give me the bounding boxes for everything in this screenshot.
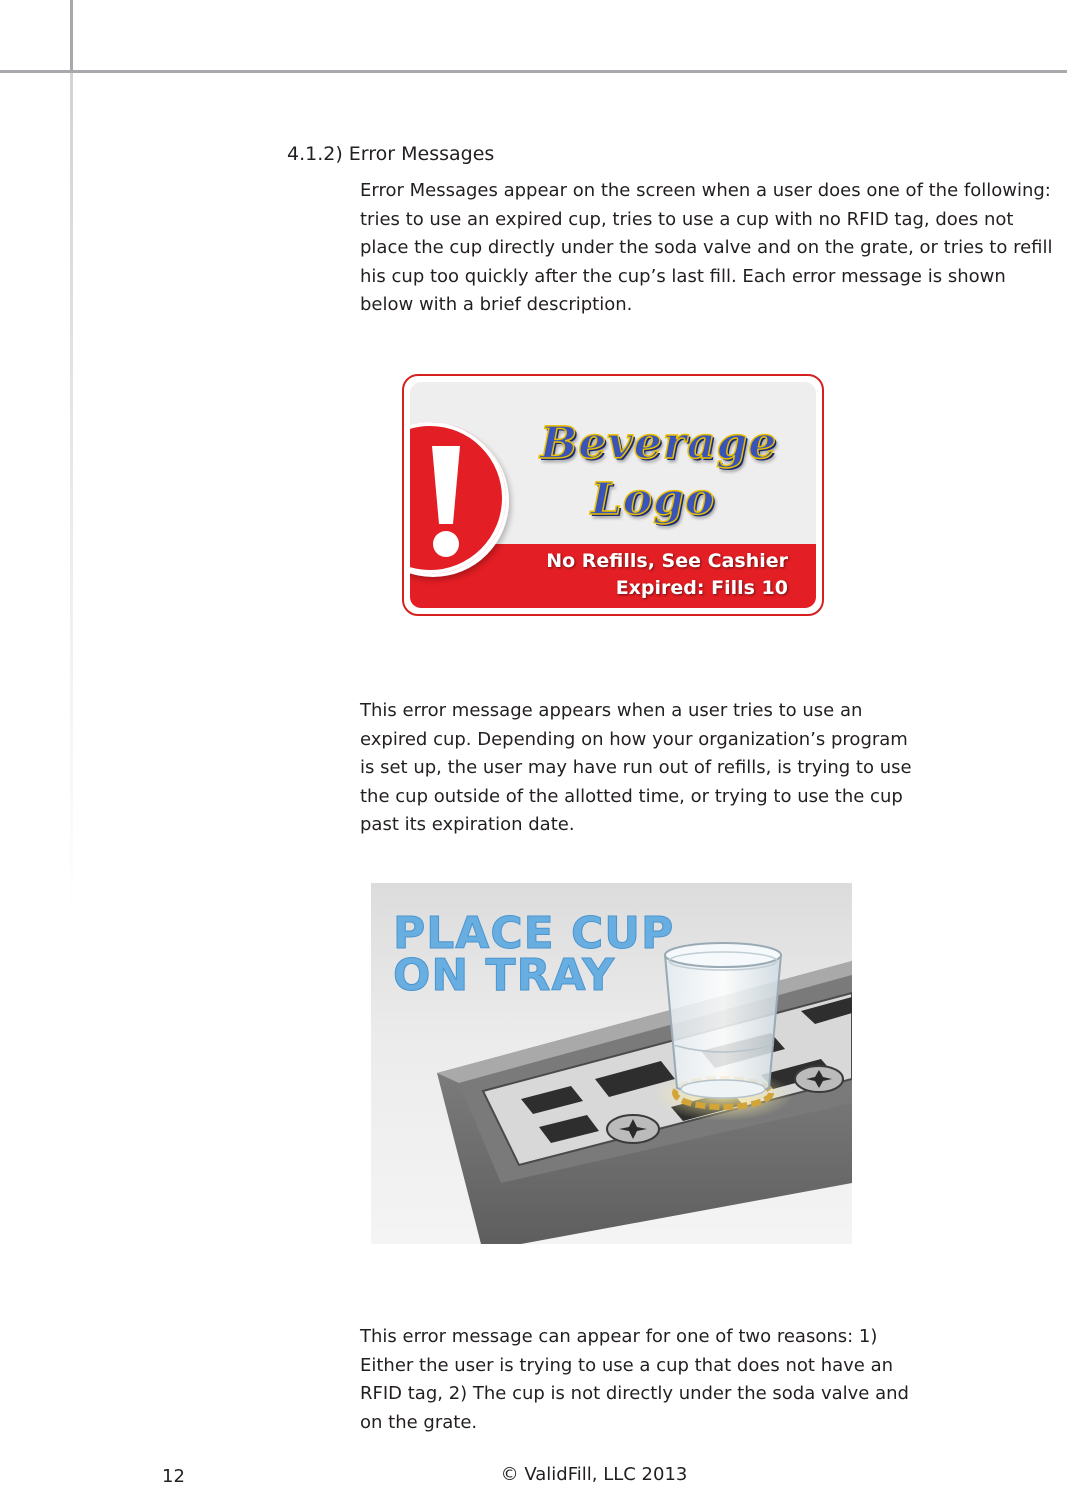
logo-line-1: Beverage xyxy=(540,418,778,469)
error-message-line-2: Expired: Fills 10 xyxy=(615,577,788,599)
crop-mark-vertical xyxy=(70,0,73,72)
error-screen-panel xyxy=(410,382,816,608)
place-cup-description: This error message can appear for one of two reasons: 1) Either the user is trying to use a cup that does not have an RFID tag, 2) The cup is not directly under the soda valve and on the grate. xyxy=(360,1326,909,1433)
expired-description: This error message appears when a user tries to use an expired cup. Depending on how your organization’s program is set up, the user may have run out of refills, is trying to use the cup outside of the allotted time, or trying to use the cup past its expiration date. xyxy=(360,700,912,835)
title-line-2: ON TRAY xyxy=(393,950,616,1001)
logo-line-2: Logo xyxy=(590,474,716,525)
place-cup-title xyxy=(393,908,675,1001)
error-screen-expired xyxy=(402,374,824,616)
place-cup-screen xyxy=(371,883,852,1244)
exclamation-icon xyxy=(428,442,464,562)
copyright-notice: © ValidFill, LLC 2013 xyxy=(500,1464,688,1485)
crop-mark-horizontal xyxy=(0,70,1067,73)
intro-paragraph: Error Messages appear on the screen when a user does one of the following: tries to use an expired cup, tries to use a cup with no RFID tag, does not place the cup directly under the soda valve and on the grate, or tries to refill his cup too quickly after the cup’s last fill. Each error message is shown below with a brief description. xyxy=(360,180,1053,315)
error-message-line-1: No Refills, See Cashier xyxy=(546,550,788,572)
section-heading: 4.1.2) Error Messages xyxy=(287,143,495,165)
title-line-1: PLACE CUP xyxy=(393,908,675,959)
margin-rule xyxy=(70,73,73,913)
beverage-logo xyxy=(540,416,778,528)
page-number: 12 xyxy=(162,1466,185,1487)
